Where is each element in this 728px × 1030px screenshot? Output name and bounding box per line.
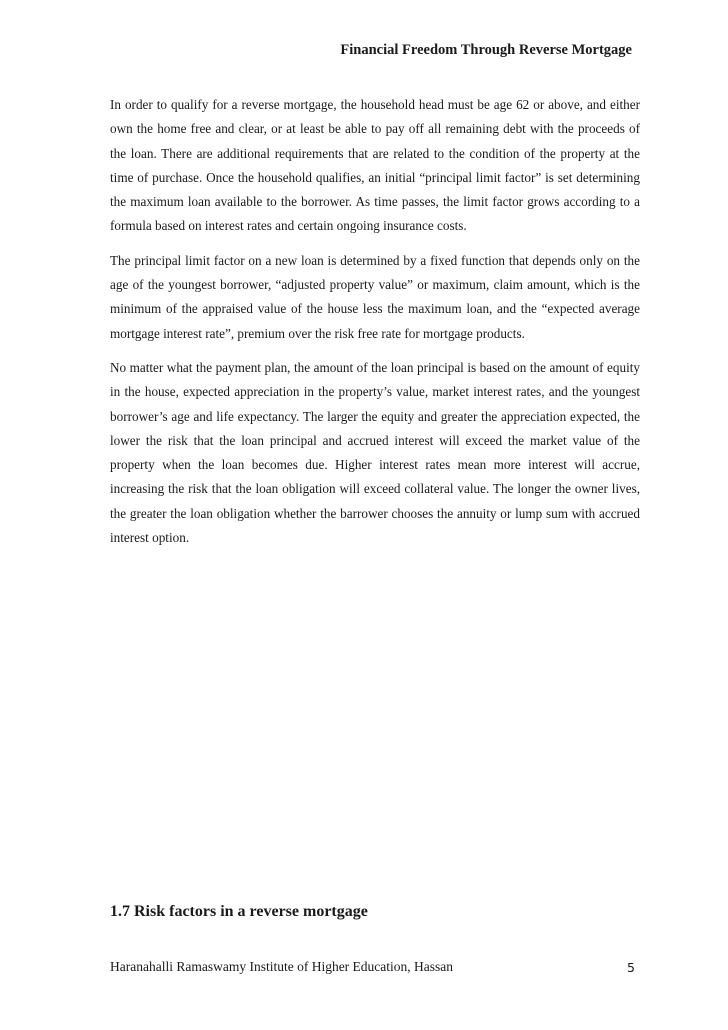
paragraph-qualification: In order to qualify for a reverse mortgage, the household head must be age 62 or above, and either own the home free and clear, or at least be able to pay off all remaining debt with the proceeds of the loan. There are additional requirements that are related to the condition of the property at the time of purchase. Once the household qualifies, an initial “principal limit factor” is set determining the maximum loan available to the borrower. As time passes, the limit factor grows according to a formula based on interest rates and certain ongoing insurance costs. <box>110 97 640 234</box>
running-header: Financial Freedom Through Reverse Mortgage <box>340 42 632 58</box>
paragraph-loan-principal: No matter what the payment plan, the amount of the loan principal is based on the amount of equity in the house, expected appreciation in the property’s value, market interest rates, and the youngest borrower’s age and life expectancy. The larger the equity and greater the appreciation expected, the lower the risk that the loan principal and accrued interest will exceed the market value of the property when the loan becomes due. Higher interest rates mean more interest will accrue, increasing the risk that the loan obligation will exceed collateral value. The longer the owner lives, the greater the loan obligation whether the barrower chooses the annuity or lump sum with accrued interest option. <box>110 359 640 546</box>
section-heading: 1.7 Risk factors in a reverse mortgage <box>110 903 368 920</box>
footer-institution: Haranahalli Ramaswamy Institute of Higher Education, Hassan <box>110 959 454 974</box>
paragraph-principal-limit: The principal limit factor on a new loan is determined by a fixed function that depends only on the age of the youngest borrower, “adjusted property value” or maximum, claim amount, which is the minimum of the appraised value of the house less the maximum loan, and the “expected average mortgage interest rate”, premium over the risk free rate for mortgage products. <box>110 252 640 341</box>
body-text <box>110 93 640 560</box>
page-number: 5 <box>627 960 635 975</box>
